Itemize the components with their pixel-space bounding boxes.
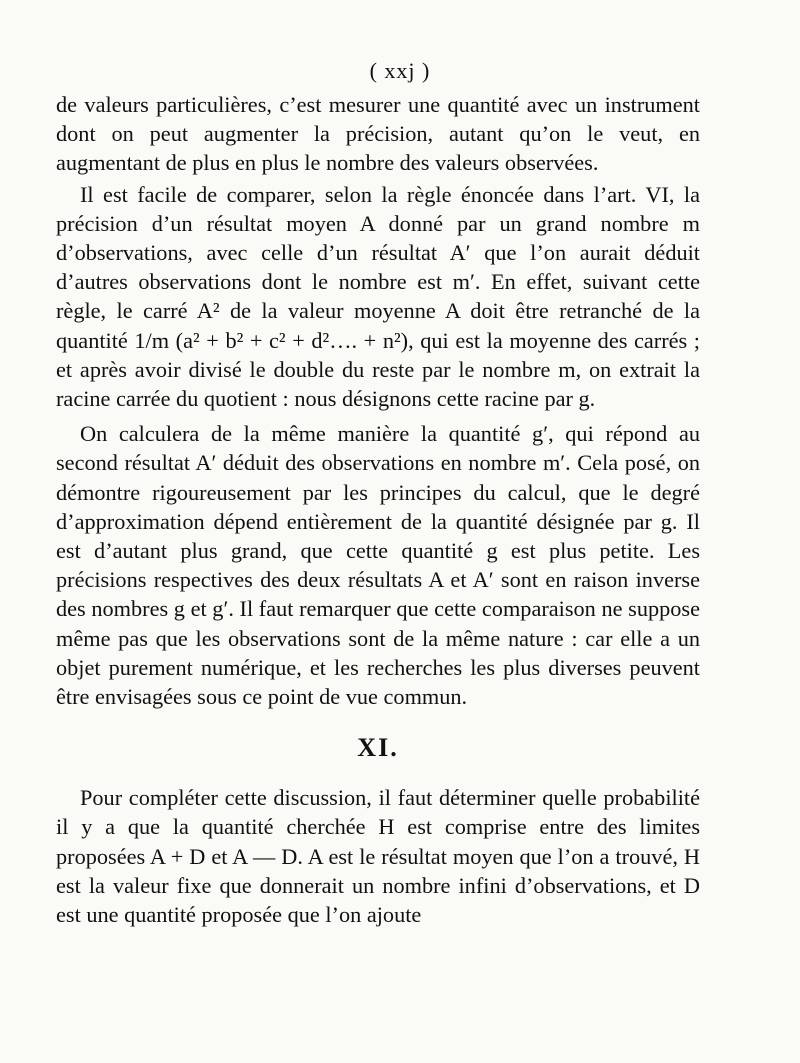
paragraph-2: Il est facile de comparer, selon la règle énoncée dans l’art. VI, la précision d’un résultat moyen A donné par un grand nombre m d’observations, avec celle d’un résultat A′ que l’on aurait déduit d’autres observations dont le nombre est m′. En effet, suivant cette règle, le carré A² de la valeur moyenne A doit être retranché de la quantité 1/m (a² + b² + c² + d²…. + n²), qui est la moyenne des carrés ; et après avoir divisé le double du reste par le nombre m, on extrait la racine carrée du quotient : nous désignons cette racine par g.: [56, 181, 700, 412]
page-header: ( xxj ): [369, 58, 431, 83]
paragraph-4: Pour compléter cette discussion, il faut déterminer quelle probabilité il y a que la quantité cherchée H est comprise entre des limites proposées A + D et A — D. A est le résultat moyen que l’on a trouvé, H est la valeur fixe que donnerait un nombre infini d’observations, et D est une quantité proposée que l’on ajoute: [56, 785, 700, 928]
body-text: [56, 90, 700, 929]
paragraph-3: On calculera de la même manière la quantité g′, qui répond au second résultat A′ déduit des observations en nombre m′. Cela posé, on démontre rigoureusement par les principes du calcul, que le degré d’approximation dépend entièrement de la quantité désignée par g. Il est d’autant plus grand, que cette quantité g est plus petite. Les précisions respectives des deux résultats A et A′ sont en raison inverse des nombres g et g′. Il faut remarquer que cette comparaison ne suppose même pas que les observations sont de la même nature : car elle a un objet purement numérique, et les recherches les plus diverses peuvent être envisagées sous ce point de vue commun.: [56, 421, 700, 710]
section-heading: XI.: [357, 733, 399, 763]
paragraph-1: de valeurs particulières, c’est mesurer une quantité avec un instrument dont on peut augmenter la précision, autant qu’on le veut, en augmentant de plus en plus le nombre des valeurs observées.: [56, 92, 700, 176]
